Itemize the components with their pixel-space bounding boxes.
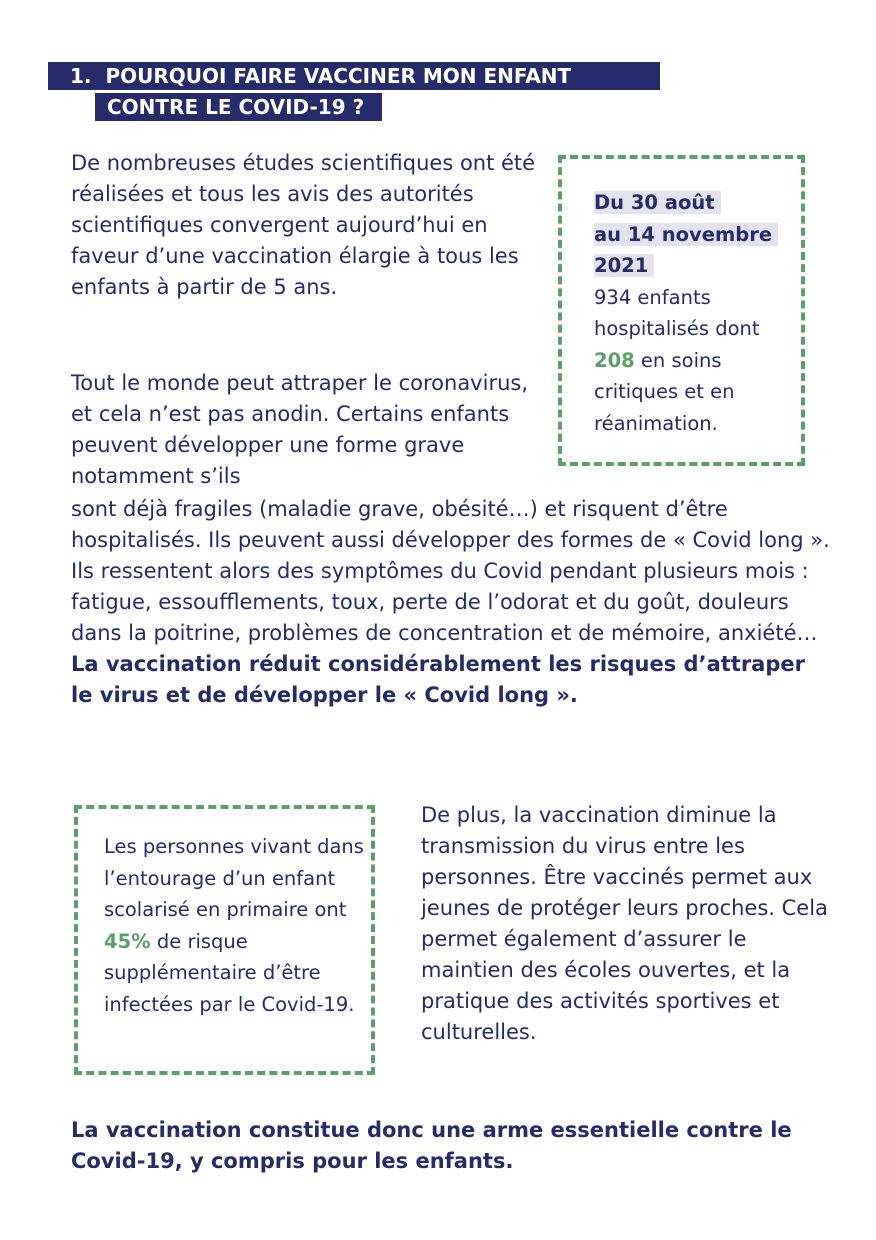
paragraph-risk-text: sont déjà fragiles (maladie grave, obésité…) et risquent d’être hospitalisés. Ils peuvent aussi développer des formes de « Covid long ». Ils ressentent alors des symptômes du Covid pendant plusieurs mois : fatigue, essoufflements, toux, perte de l’odorat et du goût, douleurs dans la poitrine, problèmes de concentration et de mémoire, anxiété… [71,497,830,645]
stat-text-before: 934 enfants hospitalisés dont [594,285,760,340]
paragraph-studies: De nombreuses études scientifiques ont été réalisées et tous les avis des autorités scientifiques convergent aujourd’hui en faveur d’une vaccination élargie à tous les enfants à partir de 5 ans. [71,151,536,299]
stat-period-line-2: au 14 novembre [594,223,778,246]
stat-period-line-1: Du 30 août [594,191,721,214]
stat-period-line-3: 2021 [594,254,654,277]
paragraph-risk-intro: Tout le monde peut attraper le coronavirus, et cela n’est pas anodin. Certains enfants peuvent développer une forme grave notamment s’ils [71,371,529,488]
entourage-text-after: de risque supplémentaire d’être infectées par le Covid-19. [104,929,355,1016]
stat-box-hospitalisations-text [594,187,794,439]
paragraph-transmission: De plus, la vaccination diminue la transmission du virus entre les personnes. Être vaccinés permet aux jeunes de protéger leurs proches. Cela permet également d’assurer le maintien des écoles ouvertes, et la pratique des activités sportives et culturelles. [421,803,828,1044]
stat-box-hospitalisations [558,155,805,466]
stat-box-entourage-text [104,831,364,1020]
section-title-line-1: 1. POURQUOI FAIRE VACCINER MON ENFANT [48,62,660,90]
stat-number-critical: 208 [594,348,635,372]
paragraph-risk-bold: La vaccination réduit considérablement les risques d’attraper le virus et de développer le « Covid long ». [71,652,805,707]
section-title-line-2: CONTRE LE COVID-19 ? [95,93,382,121]
stat-box-entourage [74,805,375,1075]
entourage-text-before: Les personnes vivant dans l’entourage d’un enfant scolarisé en primaire ont [104,835,364,921]
stat-text-after: en soins critiques et en réanimation. [594,348,735,435]
paragraph-conclusion: La vaccination constitue donc une arme essentielle contre le Covid-19, y compris pour les enfants. [71,1118,792,1173]
paragraph-risk-details [71,494,831,711]
entourage-percentage: 45% [104,929,151,953]
